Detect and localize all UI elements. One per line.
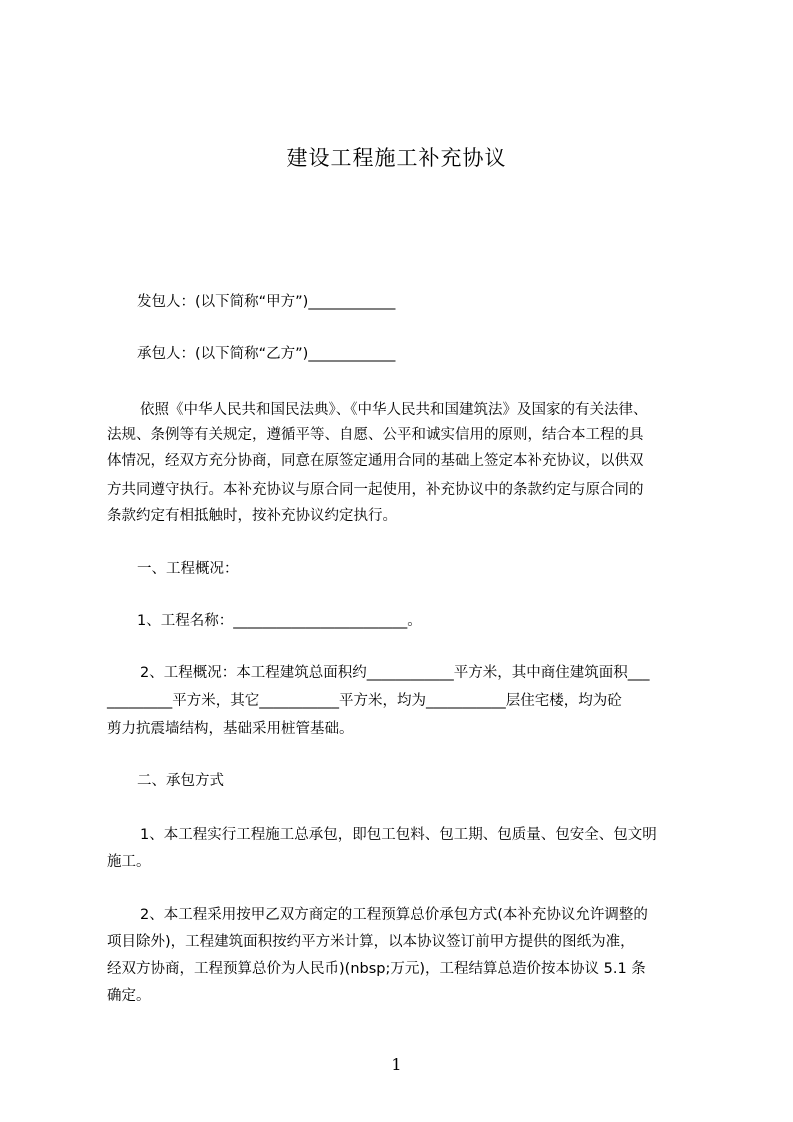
document-title: 建设工程施工补充协议 xyxy=(286,146,507,170)
page-number: 1 xyxy=(391,1055,402,1074)
section1-item2-line: _________平方米，其它___________平方米，均为___________层住宅楼，均为砼 xyxy=(107,693,622,709)
section1-item2-line: 剪力抗震墙结构，基础采用桩管基础。 xyxy=(107,721,354,737)
section1-item1: 1、工程名称：________________________。 xyxy=(137,613,422,629)
intro-line: 条款约定有相抵触时，按补充协议约定执行。 xyxy=(107,508,397,524)
party-b-line: 承包人：(以下简称“乙方”)____________ xyxy=(137,346,396,362)
section2-item1-line: 1、本工程实行工程施工总承包，即包工包料、包工期、包质量、包安全、包文明 xyxy=(140,827,657,843)
section1-heading: 一、工程概况： xyxy=(137,561,239,577)
intro-line: 方共同遵守执行。本补充协议与原合同一起使用，补充协议中的条款约定与原合同的 xyxy=(107,482,644,498)
section1-item2-line: 2、工程概况：本工程建筑总面积约____________平方米，其中商住建筑面积___ xyxy=(140,665,650,681)
intro-line: 法规、条例等有关规定，遵循平等、自愿、公平和诚实信用的原则，结合本工程的具 xyxy=(107,427,644,443)
section2-item2-line: 经双方协商，工程预算总价为人民币)(nbsp;万元)，工程结算总造价按本协议 5.1 条 xyxy=(107,961,646,977)
section2-item1-line: 施工。 xyxy=(107,854,151,870)
section2-item2-line: 确定。 xyxy=(107,988,151,1004)
intro-line: 依照《中华人民共和国民法典》、《中华人民共和国建筑法》及国家的有关法律、 xyxy=(140,402,648,418)
section2-heading: 二、承包方式 xyxy=(137,773,224,789)
party-a-line: 发包人：(以下简称“甲方”)____________ xyxy=(137,294,396,310)
section2-item2-line: 2、本工程采用按甲乙双方商定的工程预算总价承包方式(本补充协议允许调整的 xyxy=(140,907,648,923)
section2-item2-line: 项目除外)，工程建筑面积按约平方米计算，以本协议签订前甲方提供的图纸为准， xyxy=(107,934,635,950)
intro-line: 体情况，经双方充分协商，同意在原签定通用合同的基础上签定本补充协议，以供双 xyxy=(107,453,644,469)
